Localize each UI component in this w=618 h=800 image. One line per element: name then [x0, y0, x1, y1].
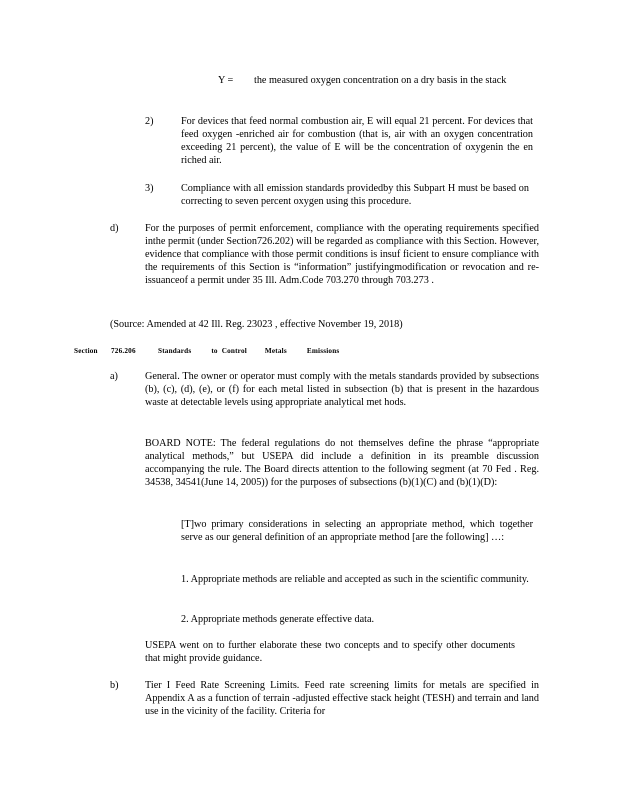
subsection-b-label: b)	[110, 680, 119, 691]
subsection-a-text: General. The owner or operator must comply with the metals standards provided by subsections (b), (c), (d), (e), or (f) for each metal listed in subsection (b) that is present in the hazardous waste at detectable levels using appropriate analytical met hods.	[145, 371, 539, 408]
section-number: 726.206	[111, 347, 136, 355]
section-label: Section	[74, 347, 98, 355]
subsection-b-text: Tier I Feed Rate Screening Limits. Feed rate screening limits for metals are specified in Appendix A as a function of terrain -adjusted effective stack height (TESH) and terrain and land use in the vicinity of the facility. Criteria for	[145, 680, 539, 717]
board-note: BOARD NOTE: The federal regulations do not themselves define the phrase “appropriate analytical methods,” but USEPA did include a definition in its preamble discussion accompanying the rule. The Board directs attention to the following segment (at 70 Fed . Reg. 34538, 34541(June 14, 2005)) for the purposes of subsections (b)(1)(C) and (b)(1)(D):	[145, 438, 539, 488]
source-note: (Source: Amended at 42 Ill. Reg. 23023 , effective November 19, 2018)	[110, 319, 403, 330]
y-label: Y =	[218, 75, 234, 86]
quote-paragraph-3: 2. Appropriate methods generate effective data.	[181, 614, 375, 625]
item-3-text: Compliance with all emission standards providedby this Subpart H must be based on correcting to seven percent oxygen using this procedure.	[181, 183, 529, 207]
quote-paragraph-1: [T]wo primary considerations in selecting an appropriate method, which together serve as our general definition of an appropriate method [are the following] …:	[181, 519, 533, 543]
item-2-text: For devices that feed normal combustion air, E will equal 21 percent. For devices that feed oxygen -enriched air for combustion (that is, air with an oxygen concentration exceeding 21 percent), the value of E will be the concentration of oxygenin the en riched air.	[181, 116, 533, 166]
y-definition: the measured oxygen concentration on a dry basis in the stack	[254, 75, 507, 86]
subsection-d-label: d)	[110, 223, 119, 234]
item-3-number: 3)	[145, 183, 154, 194]
quote-paragraph-2: 1. Appropriate methods are reliable and accepted as such in the scientific community.	[181, 574, 529, 585]
subsection-a-label: a)	[110, 371, 118, 382]
section-title: Standards to Control Metals Emissions	[158, 347, 340, 355]
usepa-paragraph: USEPA went on to further elaborate these two concepts and to specify other documents that might provide guidance.	[145, 640, 515, 664]
item-2-number: 2)	[145, 116, 154, 127]
subsection-d-text: For the purposes of permit enforcement, compliance with the operating requirements specified inthe permit (under Section726.202) will be regarded as compliance with this Section. However, evidence that compliance with those permit conditions is insuf ficient to ensure compliance with the requirements of this Section is “information” justifyingmodification or revocation and re-issuanceof a permit under 35 Ill. Adm.Code 703.270 through 703.273 .	[145, 223, 539, 286]
